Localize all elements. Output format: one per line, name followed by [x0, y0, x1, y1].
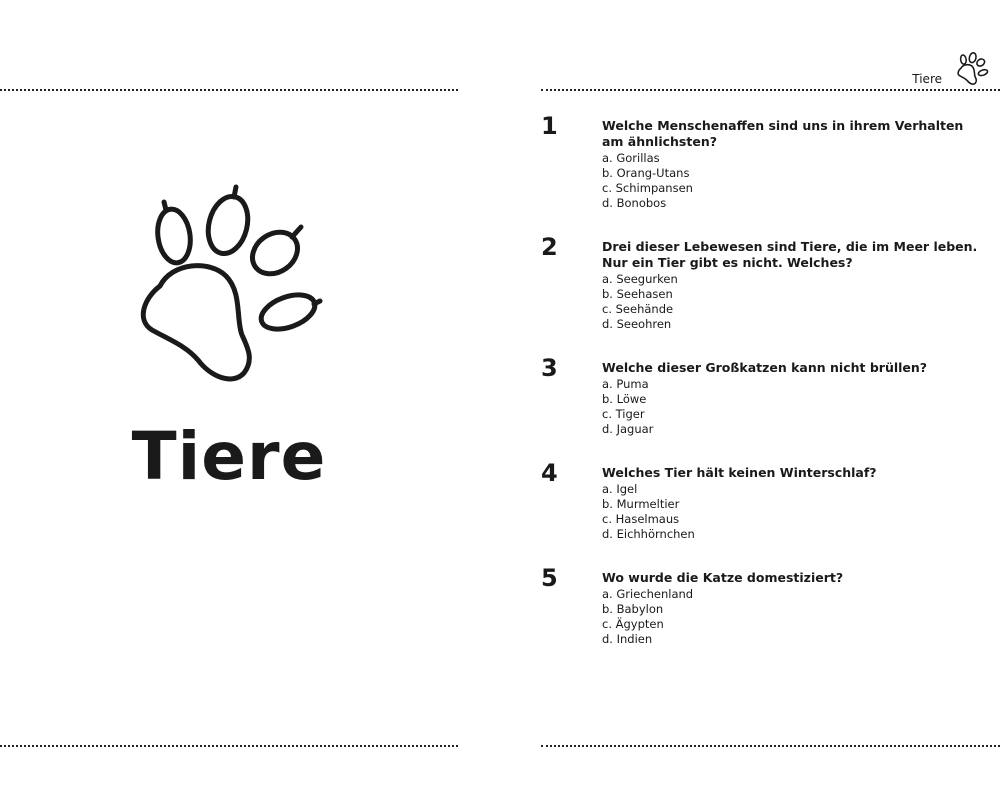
answer-option: c. Ägypten	[602, 617, 664, 631]
question-number: 2	[541, 233, 558, 261]
question	[541, 235, 981, 332]
answer-option: d. Seeohren	[602, 317, 672, 331]
bottom-divider-left	[0, 745, 458, 747]
question	[541, 114, 981, 211]
answer-option: b. Löwe	[602, 392, 647, 406]
answer-option: a. Griechenland	[602, 587, 694, 601]
answer-option: d. Bonobos	[602, 196, 667, 210]
question-text: Welche Menschenaffen sind uns in ihrem Verhalten am ähnlichsten?	[602, 118, 964, 149]
question-number: 4	[541, 459, 558, 487]
question	[541, 356, 981, 437]
chapter-title: Tiere	[131, 418, 327, 495]
running-head: Tiere	[912, 72, 942, 86]
question-number: 5	[541, 564, 558, 592]
question-number: 1	[541, 112, 558, 140]
top-divider-right	[541, 89, 1000, 91]
answer-option: b. Orang-Utans	[602, 166, 690, 180]
answer-option: c. Seehände	[602, 302, 674, 316]
top-divider-left	[0, 89, 458, 91]
question	[541, 461, 981, 542]
answer-option: a. Seegurken	[602, 272, 678, 286]
answer-option: d. Indien	[602, 632, 653, 646]
question-text: Welches Tier hält keinen Winterschlaf?	[602, 465, 877, 480]
question	[541, 566, 981, 647]
answer-option: b. Seehasen	[602, 287, 673, 301]
answer-option: a. Gorillas	[602, 151, 660, 165]
question-number: 3	[541, 354, 558, 382]
paw-icon	[955, 50, 991, 86]
answer-option: a. Puma	[602, 377, 649, 391]
question-text: Wo wurde die Katze domestiziert?	[602, 570, 844, 585]
answer-option: c. Schimpansen	[602, 181, 693, 195]
question-list	[541, 114, 981, 671]
answer-option: b. Babylon	[602, 602, 664, 616]
answer-option: d. Jaguar	[602, 422, 654, 436]
answer-option: b. Murmeltier	[602, 497, 680, 511]
paw-icon	[130, 180, 330, 390]
answer-option: c. Tiger	[602, 407, 645, 421]
answer-option: a. Igel	[602, 482, 638, 496]
bottom-divider-right	[541, 745, 1000, 747]
answer-option: c. Haselmaus	[602, 512, 680, 526]
question-text: Welche dieser Großkatzen kann nicht brüllen?	[602, 360, 928, 375]
answer-option: d. Eichhörnchen	[602, 527, 695, 541]
question-text: Drei dieser Lebewesen sind Tiere, die im Meer leben. Nur ein Tier gibt es nicht. Welches?	[602, 239, 978, 270]
